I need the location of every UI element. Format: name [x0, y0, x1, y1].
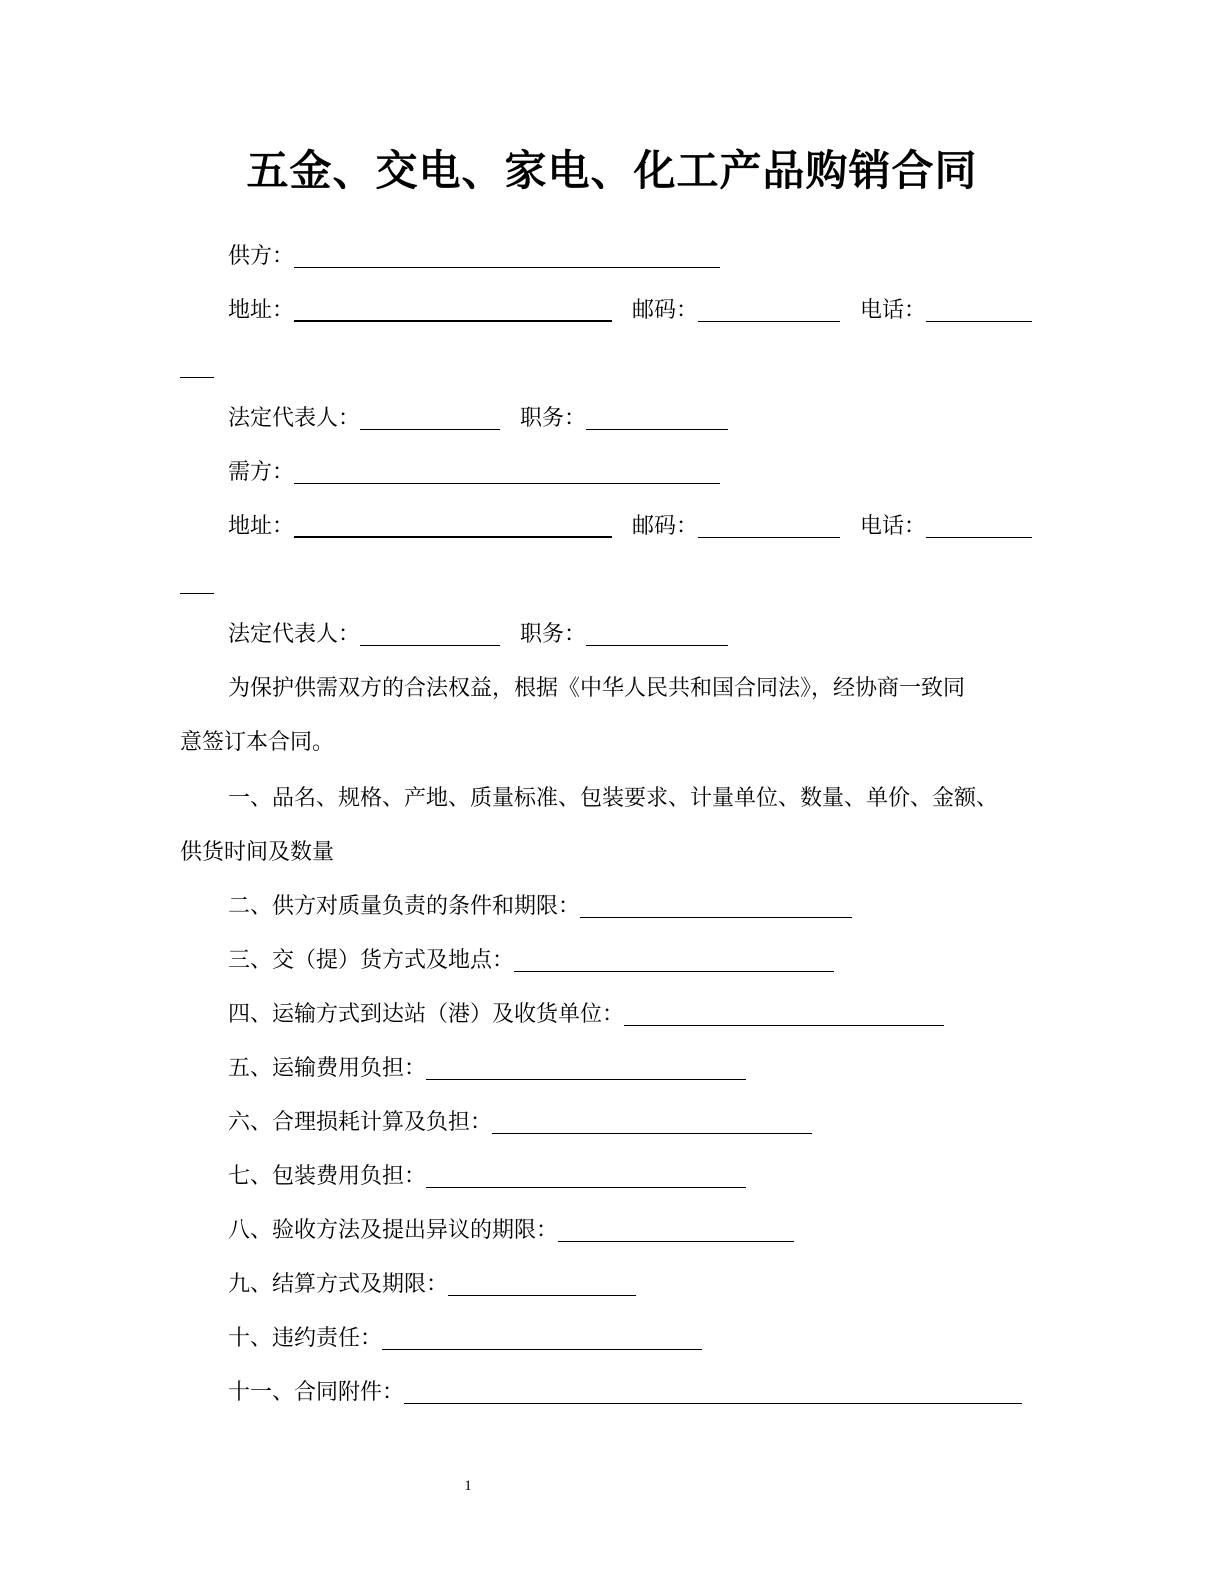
buyer-address-blank[interactable] — [294, 536, 612, 538]
supplier-row — [228, 240, 726, 274]
clause-11-label: 十一、合同附件： — [228, 1380, 405, 1405]
clause-6-label: 六、合理损耗计算及负担： — [228, 1110, 493, 1135]
clause-8-row — [228, 1214, 800, 1248]
clause-11-blank[interactable] — [404, 1403, 1022, 1404]
intro-line-1: 为保护供需双方的合法权益，根据《中华人民共和国合同法》，经协商一致同 — [228, 676, 966, 701]
clause-4-blank[interactable] — [624, 1025, 944, 1026]
supplier-rep-label: 法定代表人： — [228, 406, 361, 431]
clause-5-row — [228, 1052, 752, 1086]
clause-7-blank[interactable] — [426, 1187, 746, 1188]
clause-7-label: 七、包装费用负担： — [228, 1164, 427, 1189]
buyer-postcode-label: 邮码： — [632, 514, 699, 539]
clause-9-label: 九、结算方式及期限： — [228, 1272, 449, 1297]
buyer-phone-blank[interactable] — [926, 537, 1032, 538]
clause-3-label: 三、交（提）货方式及地点： — [228, 948, 515, 973]
clause-3-row — [228, 944, 840, 978]
buyer-address-row — [228, 510, 1038, 544]
supplier-position-label: 职务： — [520, 406, 587, 431]
buyer-phone-blank-continuation — [180, 593, 214, 594]
clause-10-row — [228, 1322, 708, 1356]
supplier-address-label: 地址： — [228, 298, 295, 323]
clause-10-blank[interactable] — [382, 1349, 702, 1350]
clause-9-blank[interactable] — [448, 1295, 636, 1296]
buyer-label: 需方： — [228, 460, 295, 485]
clause-5-blank[interactable] — [426, 1079, 746, 1080]
clause-5-label: 五、运输费用负担： — [228, 1056, 427, 1081]
clause-11-row — [228, 1376, 1028, 1410]
buyer-name-blank[interactable] — [294, 483, 720, 484]
buyer-phone-label: 电话： — [860, 514, 927, 539]
buyer-position-label: 职务： — [520, 622, 587, 647]
buyer-postcode-blank[interactable] — [698, 537, 840, 538]
clause-8-blank[interactable] — [558, 1241, 794, 1242]
clause-1-line-2: 供货时间及数量 — [180, 840, 335, 865]
clause-8-label: 八、验收方法及提出异议的期限： — [228, 1218, 559, 1243]
clause-2-row — [228, 890, 858, 924]
supplier-label: 供方： — [228, 244, 295, 269]
clause-4-label: 四、运输方式到达站（港）及收货单位： — [228, 1002, 625, 1027]
intro-line-2: 意签订本合同。 — [180, 730, 335, 755]
clause-3-blank[interactable] — [514, 971, 834, 972]
buyer-row — [228, 456, 726, 490]
clause-9-row — [228, 1268, 642, 1302]
clause-2-label: 二、供方对质量负责的条件和期限： — [228, 894, 581, 919]
buyer-rep-blank[interactable] — [360, 645, 500, 646]
supplier-phone-blank-continuation — [180, 377, 214, 378]
clause-4-row — [228, 998, 950, 1032]
clause-2-blank[interactable] — [580, 917, 852, 918]
buyer-address-label: 地址： — [228, 514, 295, 539]
supplier-postcode-label: 邮码： — [632, 298, 699, 323]
buyer-rep-label: 法定代表人： — [228, 622, 361, 647]
supplier-address-row — [228, 294, 1038, 328]
supplier-position-blank[interactable] — [586, 429, 728, 430]
supplier-address-blank[interactable] — [294, 320, 612, 322]
supplier-name-blank[interactable] — [294, 267, 720, 268]
supplier-postcode-blank[interactable] — [698, 321, 840, 322]
buyer-rep-row — [228, 618, 734, 652]
clause-1-line-1: 一、品名、规格、产地、质量标准、包装要求、计量单位、数量、单价、金额、 — [228, 786, 999, 811]
buyer-position-blank[interactable] — [586, 645, 728, 646]
supplier-rep-row — [228, 402, 734, 436]
supplier-rep-blank[interactable] — [360, 429, 500, 430]
clause-10-label: 十、违约责任： — [228, 1326, 383, 1351]
page-number: 1 — [464, 1478, 472, 1494]
clause-6-blank[interactable] — [492, 1133, 812, 1134]
clause-6-row — [228, 1106, 818, 1140]
page-title: 五金、交电、家电、化工产品购销合同 — [246, 146, 978, 195]
clause-7-row — [228, 1160, 752, 1194]
supplier-phone-blank[interactable] — [926, 321, 1032, 322]
supplier-phone-label: 电话： — [860, 298, 927, 323]
